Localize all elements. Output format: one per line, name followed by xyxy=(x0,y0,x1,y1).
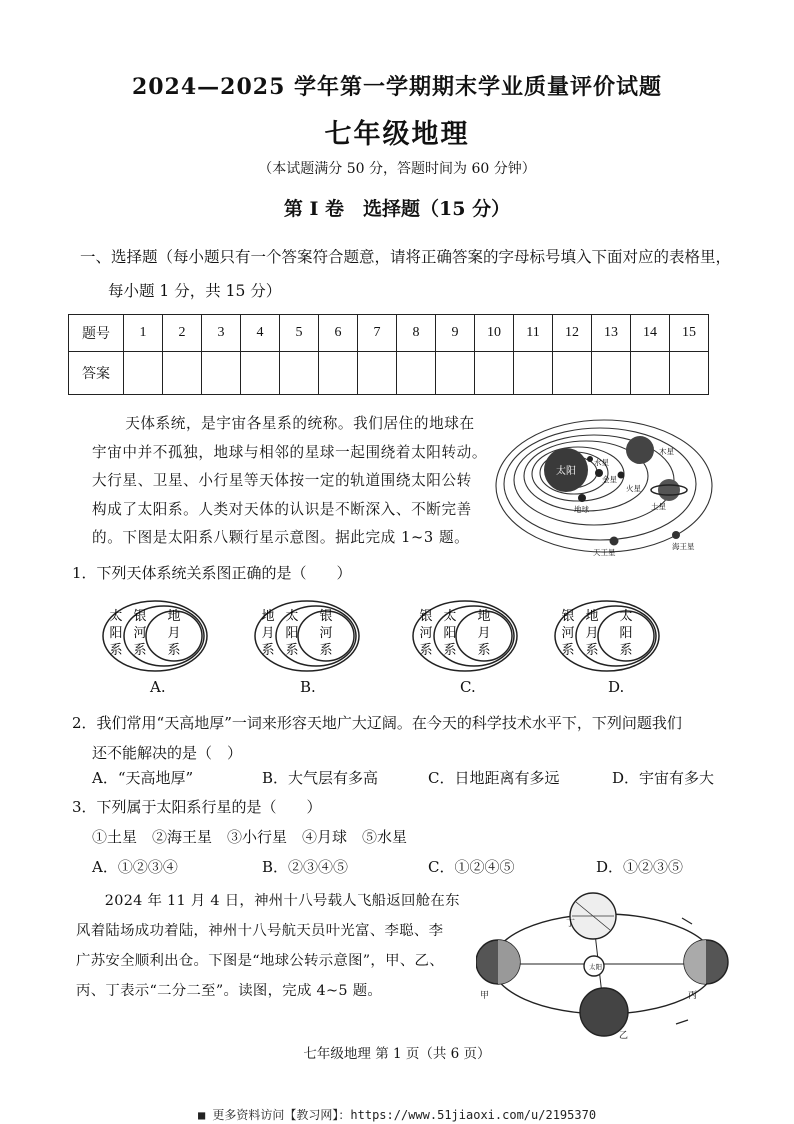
table-header-number: 题号 xyxy=(69,315,124,352)
answer-cell[interactable] xyxy=(124,352,163,395)
answer-cell[interactable] xyxy=(319,352,358,395)
section-title: 第 I 卷 选择题（15 分） xyxy=(283,198,511,220)
question-2-option-d[interactable]: D．宇宙有多大 xyxy=(612,769,715,787)
question-number-cell: 12 xyxy=(553,315,592,352)
question-1-stem: 1．下列天体系统关系图正确的是（ ） xyxy=(72,564,352,582)
question-number-cell: 1 xyxy=(124,315,163,352)
answer-table xyxy=(68,314,709,395)
instructions xyxy=(80,240,738,308)
neptune-label: 海王星 xyxy=(672,542,695,551)
answer-cell[interactable] xyxy=(592,352,631,395)
answer-cell[interactable] xyxy=(670,352,709,395)
passage-line: 构成了太阳系。人类对天体的认识是不断深入、不断完善 xyxy=(92,500,472,518)
question-number-cell: 7 xyxy=(358,315,397,352)
venn-label-outer: 银河系 xyxy=(419,609,433,658)
question-number-cell: 4 xyxy=(241,315,280,352)
answer-cell[interactable] xyxy=(631,352,670,395)
venn-diagram-option-d xyxy=(552,598,662,674)
question-3-stem: 3．下列属于太阳系行星的是（ ） xyxy=(72,798,322,816)
exam-title: 2024—2025 学年第一学期期末学业质量评价试题 xyxy=(131,74,663,100)
question-3-option-a[interactable]: A．①②③④ xyxy=(92,858,178,876)
passage-line: 宇宙中并不孤独，地球与相邻的星球一起围绕着太阳转动。 xyxy=(92,443,488,461)
question-2-line-1: 2．我们常用“天高地厚”一词来形容天地广大辽阔。在今天的科学技术水平下，下列问题我们 xyxy=(72,714,682,732)
jupiter-icon xyxy=(626,436,654,464)
page-footer: 七年级地理 第 1 页（共 6 页） xyxy=(303,1046,491,1062)
passage-line: 天体系统，是宇宙各星系的统称。我们居住的地球在 xyxy=(125,415,475,432)
saturn-label: 土星 xyxy=(651,502,666,511)
question-1-option-a[interactable]: A. xyxy=(150,678,166,696)
question-3-option-b[interactable]: B．②③④⑤ xyxy=(262,858,349,876)
question-number-cell: 2 xyxy=(163,315,202,352)
question-number-cell: 8 xyxy=(397,315,436,352)
instruction-line-1: 一、选择题（每小题只有一个答案符合题意，请将正确答案的字母标号填入下面对应的表格里， xyxy=(80,248,732,266)
sun-label: 太阳 xyxy=(556,466,576,477)
question-3-option-c[interactable]: C．①②④⑤ xyxy=(428,858,515,876)
question-number-cell: 9 xyxy=(436,315,475,352)
answer-cell[interactable] xyxy=(514,352,553,395)
answer-cell[interactable] xyxy=(436,352,475,395)
direction-arrow-icon xyxy=(682,918,692,924)
earth-globe-bottom-icon xyxy=(580,988,628,1036)
earth-icon xyxy=(578,494,586,502)
answer-cell[interactable] xyxy=(202,352,241,395)
earth-label: 地球 xyxy=(574,505,589,514)
table-header-answer: 答案 xyxy=(69,352,124,395)
saturn-icon xyxy=(658,479,680,501)
venus-label: 金星 xyxy=(602,475,617,484)
mercury-icon xyxy=(587,456,593,462)
question-3-option-d[interactable]: D．①②③⑤ xyxy=(596,858,684,876)
position-bing-label: 丙 xyxy=(688,991,698,1001)
venn-label-inner: 银河系 xyxy=(319,609,333,658)
uranus-label: 天王星 xyxy=(593,548,616,557)
question-number-cell: 11 xyxy=(514,315,553,352)
answer-cell[interactable] xyxy=(241,352,280,395)
answer-cell[interactable] xyxy=(553,352,592,395)
answer-table-number-row xyxy=(69,315,709,352)
venn-diagram-option-b xyxy=(252,598,362,674)
venn-label-inner: 太阳系 xyxy=(619,609,633,658)
solar-system-diagram xyxy=(494,412,734,558)
mars-label: 火星 xyxy=(626,484,641,493)
passage-line: 2024 年 11 月 4 日，神州十八号载人飞船返回舱在东 xyxy=(104,893,460,909)
question-number-cell: 13 xyxy=(592,315,631,352)
question-number-cell: 6 xyxy=(319,315,358,352)
resource-link[interactable]: ■ 更多资料访问【教习网】：https://www.51jiaoxi.com/u/2195370 xyxy=(197,1108,597,1122)
venn-diagram-option-c xyxy=(410,598,520,674)
venn-label-outer: 银河系 xyxy=(561,609,575,658)
position-yi-label: 乙 xyxy=(619,1031,629,1040)
answer-cell[interactable] xyxy=(475,352,514,395)
question-1-option-b[interactable]: B. xyxy=(300,678,316,696)
question-number-cell: 15 xyxy=(670,315,709,352)
answer-cell[interactable] xyxy=(280,352,319,395)
passage-line: 大行星、卫星、小行星等天体按一定的轨道围绕太阳公转 xyxy=(92,472,472,489)
passage-line: 丙、丁表示“二分二至”。读图，完成 4~5 题。 xyxy=(76,983,383,999)
mars-icon xyxy=(618,472,625,479)
question-3-items: ①土星 ②海王星 ③小行星 ④月球 ⑤水星 xyxy=(92,828,408,846)
venn-label-inner: 地月系 xyxy=(167,609,181,658)
question-2-option-b[interactable]: B．大气层有多高 xyxy=(262,769,379,787)
exam-note: （本试题满分 50 分，答题时间为 60 分钟） xyxy=(258,161,536,177)
passage-line: 的。下图是太阳系八颗行星示意图。据此完成 1~3 题。 xyxy=(92,529,470,546)
question-2-stem xyxy=(72,708,752,768)
answer-cell[interactable] xyxy=(358,352,397,395)
question-2-option-c[interactable]: C．日地距离有多远 xyxy=(428,769,560,787)
venn-label-outer: 地月系 xyxy=(261,609,275,658)
globe-lit-half-icon xyxy=(498,940,520,984)
direction-arrow-icon xyxy=(676,1020,688,1024)
answer-table-answer-row xyxy=(69,352,709,395)
position-jia-label: 甲 xyxy=(480,991,490,1001)
uranus-icon xyxy=(610,537,619,546)
globe-lit-half-icon xyxy=(684,940,706,984)
orbit-sun-label: 太阳 xyxy=(589,963,602,971)
instruction-line-2: 每小题 1 分，共 15 分） xyxy=(108,282,282,300)
jupiter-label: 木星 xyxy=(659,447,674,456)
venn-label-outer: 太阳系 xyxy=(109,609,123,658)
question-number-cell: 5 xyxy=(280,315,319,352)
exam-subtitle: 七年级地理 xyxy=(324,119,470,150)
venn-label-middle: 太阳系 xyxy=(443,609,457,658)
answer-cell[interactable] xyxy=(397,352,436,395)
venn-label-middle: 太阳系 xyxy=(285,609,299,658)
venn-label-middle: 银河系 xyxy=(133,609,147,658)
venn-diagram-option-a xyxy=(100,598,210,674)
passage-solar-system xyxy=(92,410,498,553)
passage-earth-orbit xyxy=(76,886,472,1006)
question-number-cell: 10 xyxy=(475,315,514,352)
question-number-cell: 14 xyxy=(631,315,670,352)
earth-revolution-diagram xyxy=(476,884,736,1040)
venn-label-inner: 地月系 xyxy=(477,609,491,658)
question-2-option-a[interactable]: A．“天高地厚” xyxy=(92,769,194,787)
passage-line: 风着陆场成功着陆，神州十八号航天员叶光富、李聪、李 xyxy=(76,923,444,939)
question-number-cell: 3 xyxy=(202,315,241,352)
venn-label-middle: 地月系 xyxy=(585,609,599,658)
question-1-option-d[interactable]: D. xyxy=(608,678,625,696)
question-1-option-c[interactable]: C. xyxy=(460,678,476,696)
position-ding-label: 丁 xyxy=(566,919,576,929)
mercury-label: 水星 xyxy=(594,458,609,467)
neptune-icon xyxy=(672,531,680,539)
question-2-line-2: 还不能解决的是（ ） xyxy=(92,744,243,762)
answer-cell[interactable] xyxy=(163,352,202,395)
passage-line: 广苏安全顺利出仓。下图是“地球公转示意图”，甲、乙、 xyxy=(76,953,444,969)
